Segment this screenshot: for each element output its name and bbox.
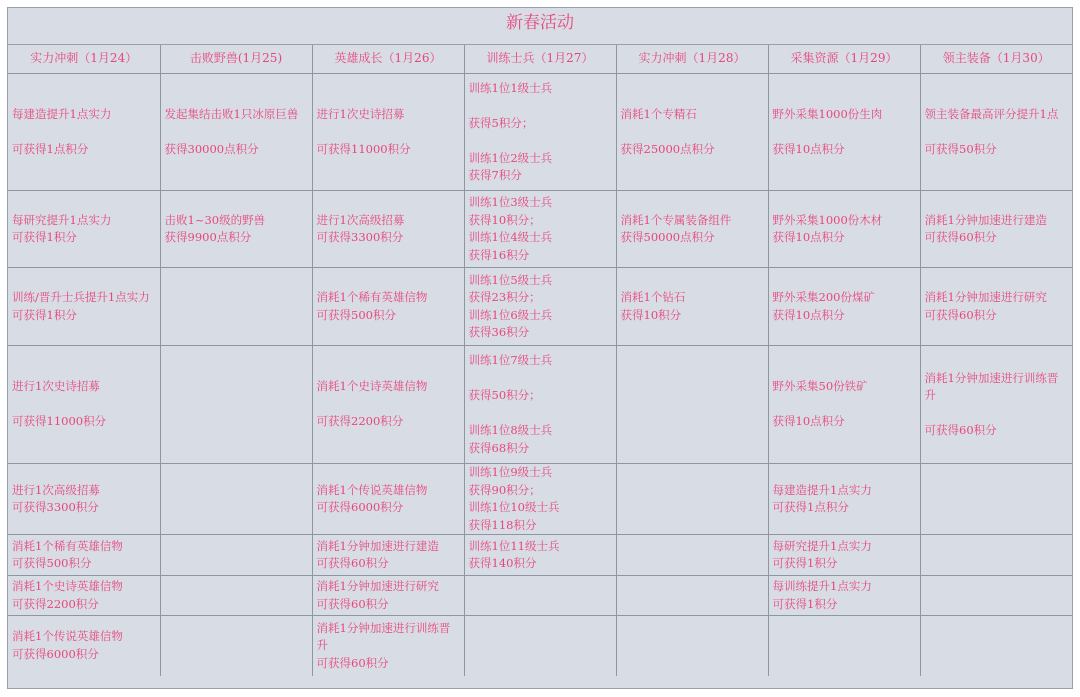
cell-text: 消耗1分钟加速进行建造 <box>924 212 1047 227</box>
header-cell-day2: 击败野兽(1月25) <box>160 45 312 74</box>
cell-text: 每研究提升1点实力 <box>12 212 112 227</box>
cell-text <box>773 396 916 414</box>
cell-text: 可获得50积分 <box>924 141 997 156</box>
table-cell <box>160 268 312 346</box>
cell-text: 击败1~30级的野兽 <box>164 212 266 227</box>
cell-text: 获得50积分； <box>468 388 541 402</box>
cell-text: 可获得3300积分 <box>12 500 99 514</box>
cell-text: 获得10点积分 <box>772 414 845 429</box>
cell-text: 领主装备最高评分提升1点 <box>924 106 1059 121</box>
table-cell <box>160 464 312 535</box>
table-cell <box>312 191 464 268</box>
table-cell <box>464 74 616 191</box>
table-cell <box>8 268 160 346</box>
table-cell <box>768 74 920 191</box>
cell-text: 获得7积分 <box>468 168 522 182</box>
table-cell <box>768 191 920 268</box>
cell-text: 获得10点积分 <box>772 307 845 322</box>
cell-text: 获得10积分； <box>468 212 541 227</box>
table-cell <box>768 464 920 535</box>
cell-text: 野外采集200份煤矿 <box>772 290 875 304</box>
cell-text <box>469 132 612 150</box>
cell-text <box>317 123 460 141</box>
cell-text: 消耗1个传说英雄信物 <box>12 629 123 644</box>
table-cell <box>312 616 464 676</box>
table-cell <box>464 191 616 268</box>
table-cell <box>312 464 464 535</box>
cell-text <box>925 123 1069 141</box>
table-cell <box>160 74 312 191</box>
table-cell <box>920 74 1072 191</box>
cell-text: 获得50000点积分 <box>620 230 715 244</box>
cell-text: 训练1位2级士兵 <box>468 150 553 165</box>
table-cell <box>160 535 312 576</box>
table-cell <box>768 616 920 676</box>
cell-text: 消耗1分钟加速进行建造 <box>316 538 439 553</box>
cell-text: 获得25000点积分 <box>620 141 715 156</box>
cell-text <box>469 370 612 388</box>
event-sheet <box>7 7 1073 689</box>
cell-text: 获得90积分； <box>468 482 541 497</box>
cell-text: 训练1位10级士兵 <box>468 500 560 514</box>
table-cell <box>312 74 464 191</box>
cell-text: 训练1位9级士兵 <box>468 465 553 479</box>
table-cell <box>768 535 920 576</box>
cell-text: 可获得60积分 <box>924 230 997 244</box>
header-cell-day1: 实力冲刺（1月24） <box>8 45 160 74</box>
table-row <box>8 268 1072 346</box>
cell-text: 获得5积分； <box>468 115 534 130</box>
cell-text: 消耗1个专属装备组件 <box>620 212 732 227</box>
cell-text: 可获得60积分 <box>316 596 389 611</box>
cell-text <box>12 123 156 141</box>
table-cell <box>8 535 160 576</box>
table-cell <box>920 576 1072 616</box>
table-cell <box>464 464 616 535</box>
table-cell <box>920 268 1072 346</box>
table-cell <box>8 346 160 464</box>
cell-text: 训练1位11级士兵 <box>468 538 560 553</box>
cell-text: 获得118积分 <box>468 517 537 532</box>
cell-text: 发起集结击败1只冰原巨兽 <box>164 106 299 121</box>
table-cell <box>8 576 160 616</box>
cell-text: 可获得11000积分 <box>316 141 411 156</box>
table-cell <box>8 464 160 535</box>
cell-text: 可获得60积分 <box>924 423 997 437</box>
cell-text: 训练1位7级士兵 <box>468 353 553 367</box>
header-cell-day3: 英雄成长（1月26） <box>312 45 464 74</box>
cell-text: 获得23积分； <box>468 290 541 304</box>
cell-text: 获得10点积分 <box>772 141 845 156</box>
cell-text: 训练1位5级士兵 <box>468 272 553 287</box>
cell-text: 可获得500积分 <box>316 307 396 322</box>
cell-text: 每研究提升1点实力 <box>772 538 872 553</box>
cell-text: 训练1位4级士兵 <box>468 230 553 244</box>
table-cell <box>8 616 160 676</box>
table-cell <box>920 346 1072 464</box>
cell-text: 可获得6000积分 <box>316 500 404 514</box>
table-cell <box>768 576 920 616</box>
cell-text: 消耗1分钟加速进行训练晋升 <box>316 620 451 652</box>
cell-text: 训练1位8级士兵 <box>468 423 553 437</box>
cell-text: 获得36积分 <box>468 325 530 339</box>
cell-text: 进行1次史诗招募 <box>12 379 100 394</box>
cell-text: 可获得1积分 <box>772 596 838 611</box>
table-cell <box>464 576 616 616</box>
table-row <box>8 616 1072 676</box>
cell-text: 可获得2200积分 <box>12 596 99 611</box>
cell-text <box>469 97 612 115</box>
cell-text: 每建造提升1点实力 <box>772 482 872 497</box>
cell-text: 训练1位6级士兵 <box>468 307 553 322</box>
cell-text: 消耗1分钟加速进行研究 <box>316 579 439 593</box>
table-cell <box>920 616 1072 676</box>
table-cell <box>464 346 616 464</box>
table-row <box>8 464 1072 535</box>
table-cell <box>920 191 1072 268</box>
cell-text: 训练1位3级士兵 <box>468 195 553 209</box>
cell-text: 可获得1积分 <box>12 307 77 322</box>
cell-text: 可获得11000积分 <box>12 414 107 429</box>
cell-text: 获得140积分 <box>468 556 537 570</box>
cell-text: 每训练提升1点实力 <box>772 579 872 593</box>
table-cell <box>160 191 312 268</box>
cell-text: 消耗1分钟加速进行训练晋升 <box>924 370 1059 402</box>
cell-text: 野外采集50份铁矿 <box>772 379 868 394</box>
header-cell-day6: 采集资源（1月29） <box>768 45 920 74</box>
table-cell <box>616 464 768 535</box>
cell-text: 可获得3300积分 <box>316 230 404 244</box>
table-cell <box>312 576 464 616</box>
cell-text: 消耗1个稀有英雄信物 <box>316 290 428 304</box>
table-cell <box>616 535 768 576</box>
cell-text: 野外采集1000份生肉 <box>772 106 883 121</box>
table-cell <box>768 268 920 346</box>
cell-text: 获得30000点积分 <box>164 141 259 156</box>
table-cell <box>464 616 616 676</box>
header-cell-day5: 实力冲刺（1月28） <box>616 45 768 74</box>
table-cell <box>616 191 768 268</box>
cell-text: 可获得1积分 <box>12 230 77 244</box>
cell-text: 进行1次高级招募 <box>316 212 405 227</box>
table-cell <box>616 616 768 676</box>
table-cell <box>920 535 1072 576</box>
table-cell <box>464 535 616 576</box>
cell-text: 可获得2200积分 <box>316 414 404 429</box>
cell-text: 获得10点积分 <box>772 230 845 244</box>
table-cell <box>920 464 1072 535</box>
header-cell-day7: 领主装备（1月30） <box>920 45 1072 74</box>
cell-text: 获得68积分 <box>468 440 530 455</box>
header-row <box>8 45 1072 74</box>
cell-text: 可获得60积分 <box>316 655 389 670</box>
cell-text: 可获得1点积分 <box>772 500 849 514</box>
event-table <box>8 45 1072 676</box>
cell-text: 可获得60积分 <box>924 307 997 322</box>
cell-text <box>925 405 1069 423</box>
cell-text: 每建造提升1点实力 <box>12 106 112 121</box>
cell-text: 可获得1点积分 <box>12 141 89 156</box>
cell-text: 训练1位1级士兵 <box>468 80 553 95</box>
cell-text: 野外采集1000份木材 <box>772 212 883 227</box>
table-cell <box>616 576 768 616</box>
table-cell <box>312 346 464 464</box>
table-cell <box>312 268 464 346</box>
cell-text <box>469 405 612 423</box>
table-cell <box>8 74 160 191</box>
table-row <box>8 535 1072 576</box>
table-row <box>8 346 1072 464</box>
table-cell <box>768 346 920 464</box>
cell-text <box>317 396 460 414</box>
cell-text: 进行1次史诗招募 <box>316 106 405 121</box>
cell-text: 获得16积分 <box>468 247 530 262</box>
table-row <box>8 74 1072 191</box>
table-cell <box>616 74 768 191</box>
cell-text: 进行1次高级招募 <box>12 482 100 497</box>
table-row <box>8 576 1072 616</box>
cell-text: 消耗1个钻石 <box>620 290 686 304</box>
cell-text: 获得10积分 <box>620 307 682 322</box>
table-cell <box>464 268 616 346</box>
sheet-title: 新春活动 <box>8 8 1072 45</box>
table-cell <box>160 576 312 616</box>
cell-text: 可获得60积分 <box>316 556 389 570</box>
cell-text <box>165 123 308 141</box>
header-cell-day4: 训练士兵（1月27） <box>464 45 616 74</box>
cell-text: 消耗1个史诗英雄信物 <box>316 379 428 394</box>
table-cell <box>616 268 768 346</box>
table-row <box>8 191 1072 268</box>
cell-text: 消耗1个史诗英雄信物 <box>12 579 123 593</box>
cell-text: 可获得1积分 <box>772 556 838 570</box>
cell-text <box>773 123 916 141</box>
table-cell <box>8 191 160 268</box>
table-cell <box>160 346 312 464</box>
table-cell <box>312 535 464 576</box>
cell-text: 可获得6000积分 <box>12 646 99 661</box>
cell-text <box>12 396 156 414</box>
cell-text: 消耗1个专精石 <box>620 106 697 121</box>
cell-text: 训练/晋升士兵提升1点实力 <box>12 290 150 304</box>
table-cell <box>616 346 768 464</box>
cell-text: 获得9900点积分 <box>164 230 252 244</box>
table-body <box>8 74 1072 676</box>
cell-text <box>621 123 764 141</box>
cell-text: 消耗1个传说英雄信物 <box>316 482 428 497</box>
cell-text: 可获得500积分 <box>12 556 92 570</box>
cell-text: 消耗1个稀有英雄信物 <box>12 538 123 553</box>
cell-text: 消耗1分钟加速进行研究 <box>924 290 1047 304</box>
table-cell <box>160 616 312 676</box>
